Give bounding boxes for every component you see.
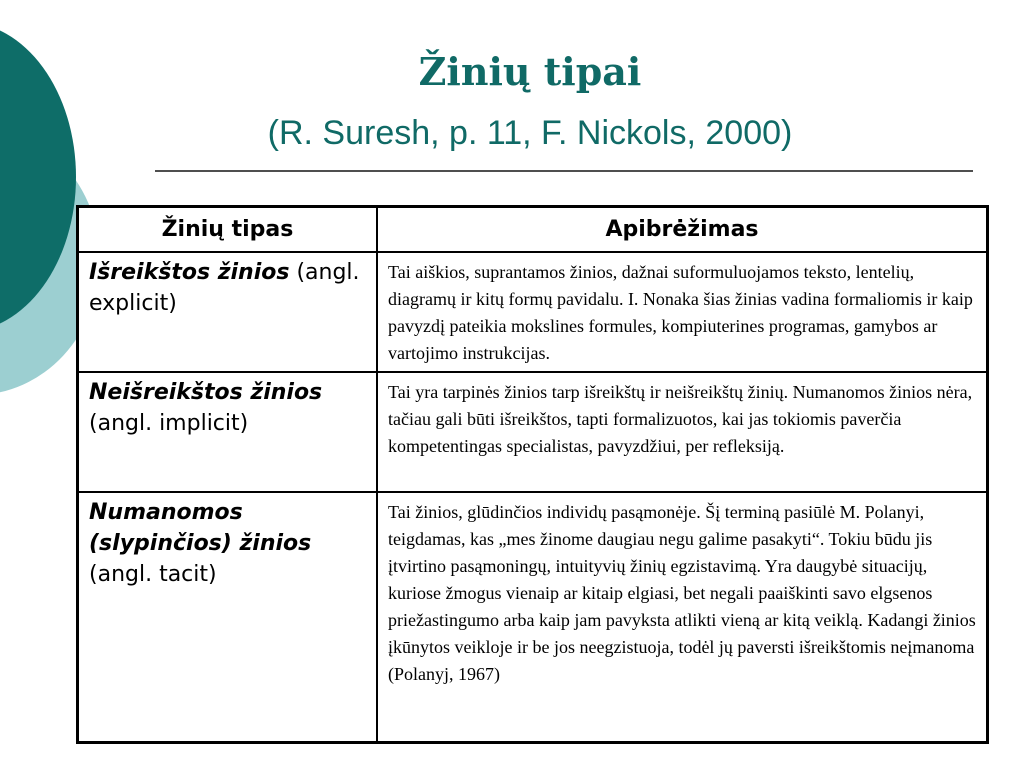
type-name: Neišreikštos žinios [89, 380, 323, 405]
slide-title: Žinių tipai [418, 49, 642, 94]
table-row [78, 372, 988, 492]
type-cell [78, 372, 378, 492]
table-header-row [78, 207, 988, 253]
type-cell [78, 492, 378, 743]
definition-cell: Tai žinios, glūdinčios individų pasąmonėje. Šį terminą pasiūlė M. Polanyi, teigdamas, kas „mes žinome daugiau negu galime pasakyti“. Tokiu būdu jis įtvirtino pasąmoningų, intuityvių žinių egzistavimą. Yra daugybė situacijų, kuriose žmogus vienaip ar kitaip elgiasi, bet negali paaiškinti savo elgsenos priežastingumo arba kaip jam pavyksta atlikti vieną ar kitą veiklą. Kadangi žinios įkūnytos veikloje ir be jos neegzistuoja, todėl jų paversti išreikštomis neįmanoma (Polanyj, 1967) [377, 492, 988, 743]
table-row [78, 252, 988, 372]
header-knowledge-type: Žinių tipas [78, 207, 378, 253]
type-name: Numanomos (slypinčios) žinios [89, 500, 312, 556]
slide-subtitle: (R. Suresh, p. 11, F. Nickols, 2000) [267, 114, 793, 152]
type-note: (angl. tacit) [89, 562, 217, 587]
type-cell [78, 252, 378, 372]
definition-cell: Tai yra tarpinės žinios tarp išreikštų ir neišreikštų žinių. Numanomos žinios nėra, tačiau gali būti išreikštos, tapti formalizuotos, kai jas tokiomis paverčia kompetentingas specialistas, pavyzdžiui, per refleksiją. [377, 372, 988, 492]
header-definition: Apibrėžimas [377, 207, 988, 253]
definition-cell: Tai aiškios, suprantamos žinios, dažnai suformuluojamos teksto, lentelių, diagramų ir kitų formų pavidalu. I. Nonaka šias žinias vadina formaliomis ir kaip pavyzdį pateikia mokslines formules, kompiuterines programas, gamybos ar vartojimo instrukcijas. [377, 252, 988, 372]
title-divider [155, 170, 973, 172]
type-note: (angl. implicit) [89, 411, 249, 436]
type-name: Išreikštos žinios [89, 260, 290, 285]
table-row [78, 492, 988, 743]
type-note: (angl. explicit) [89, 260, 360, 316]
knowledge-types-table [76, 205, 989, 744]
